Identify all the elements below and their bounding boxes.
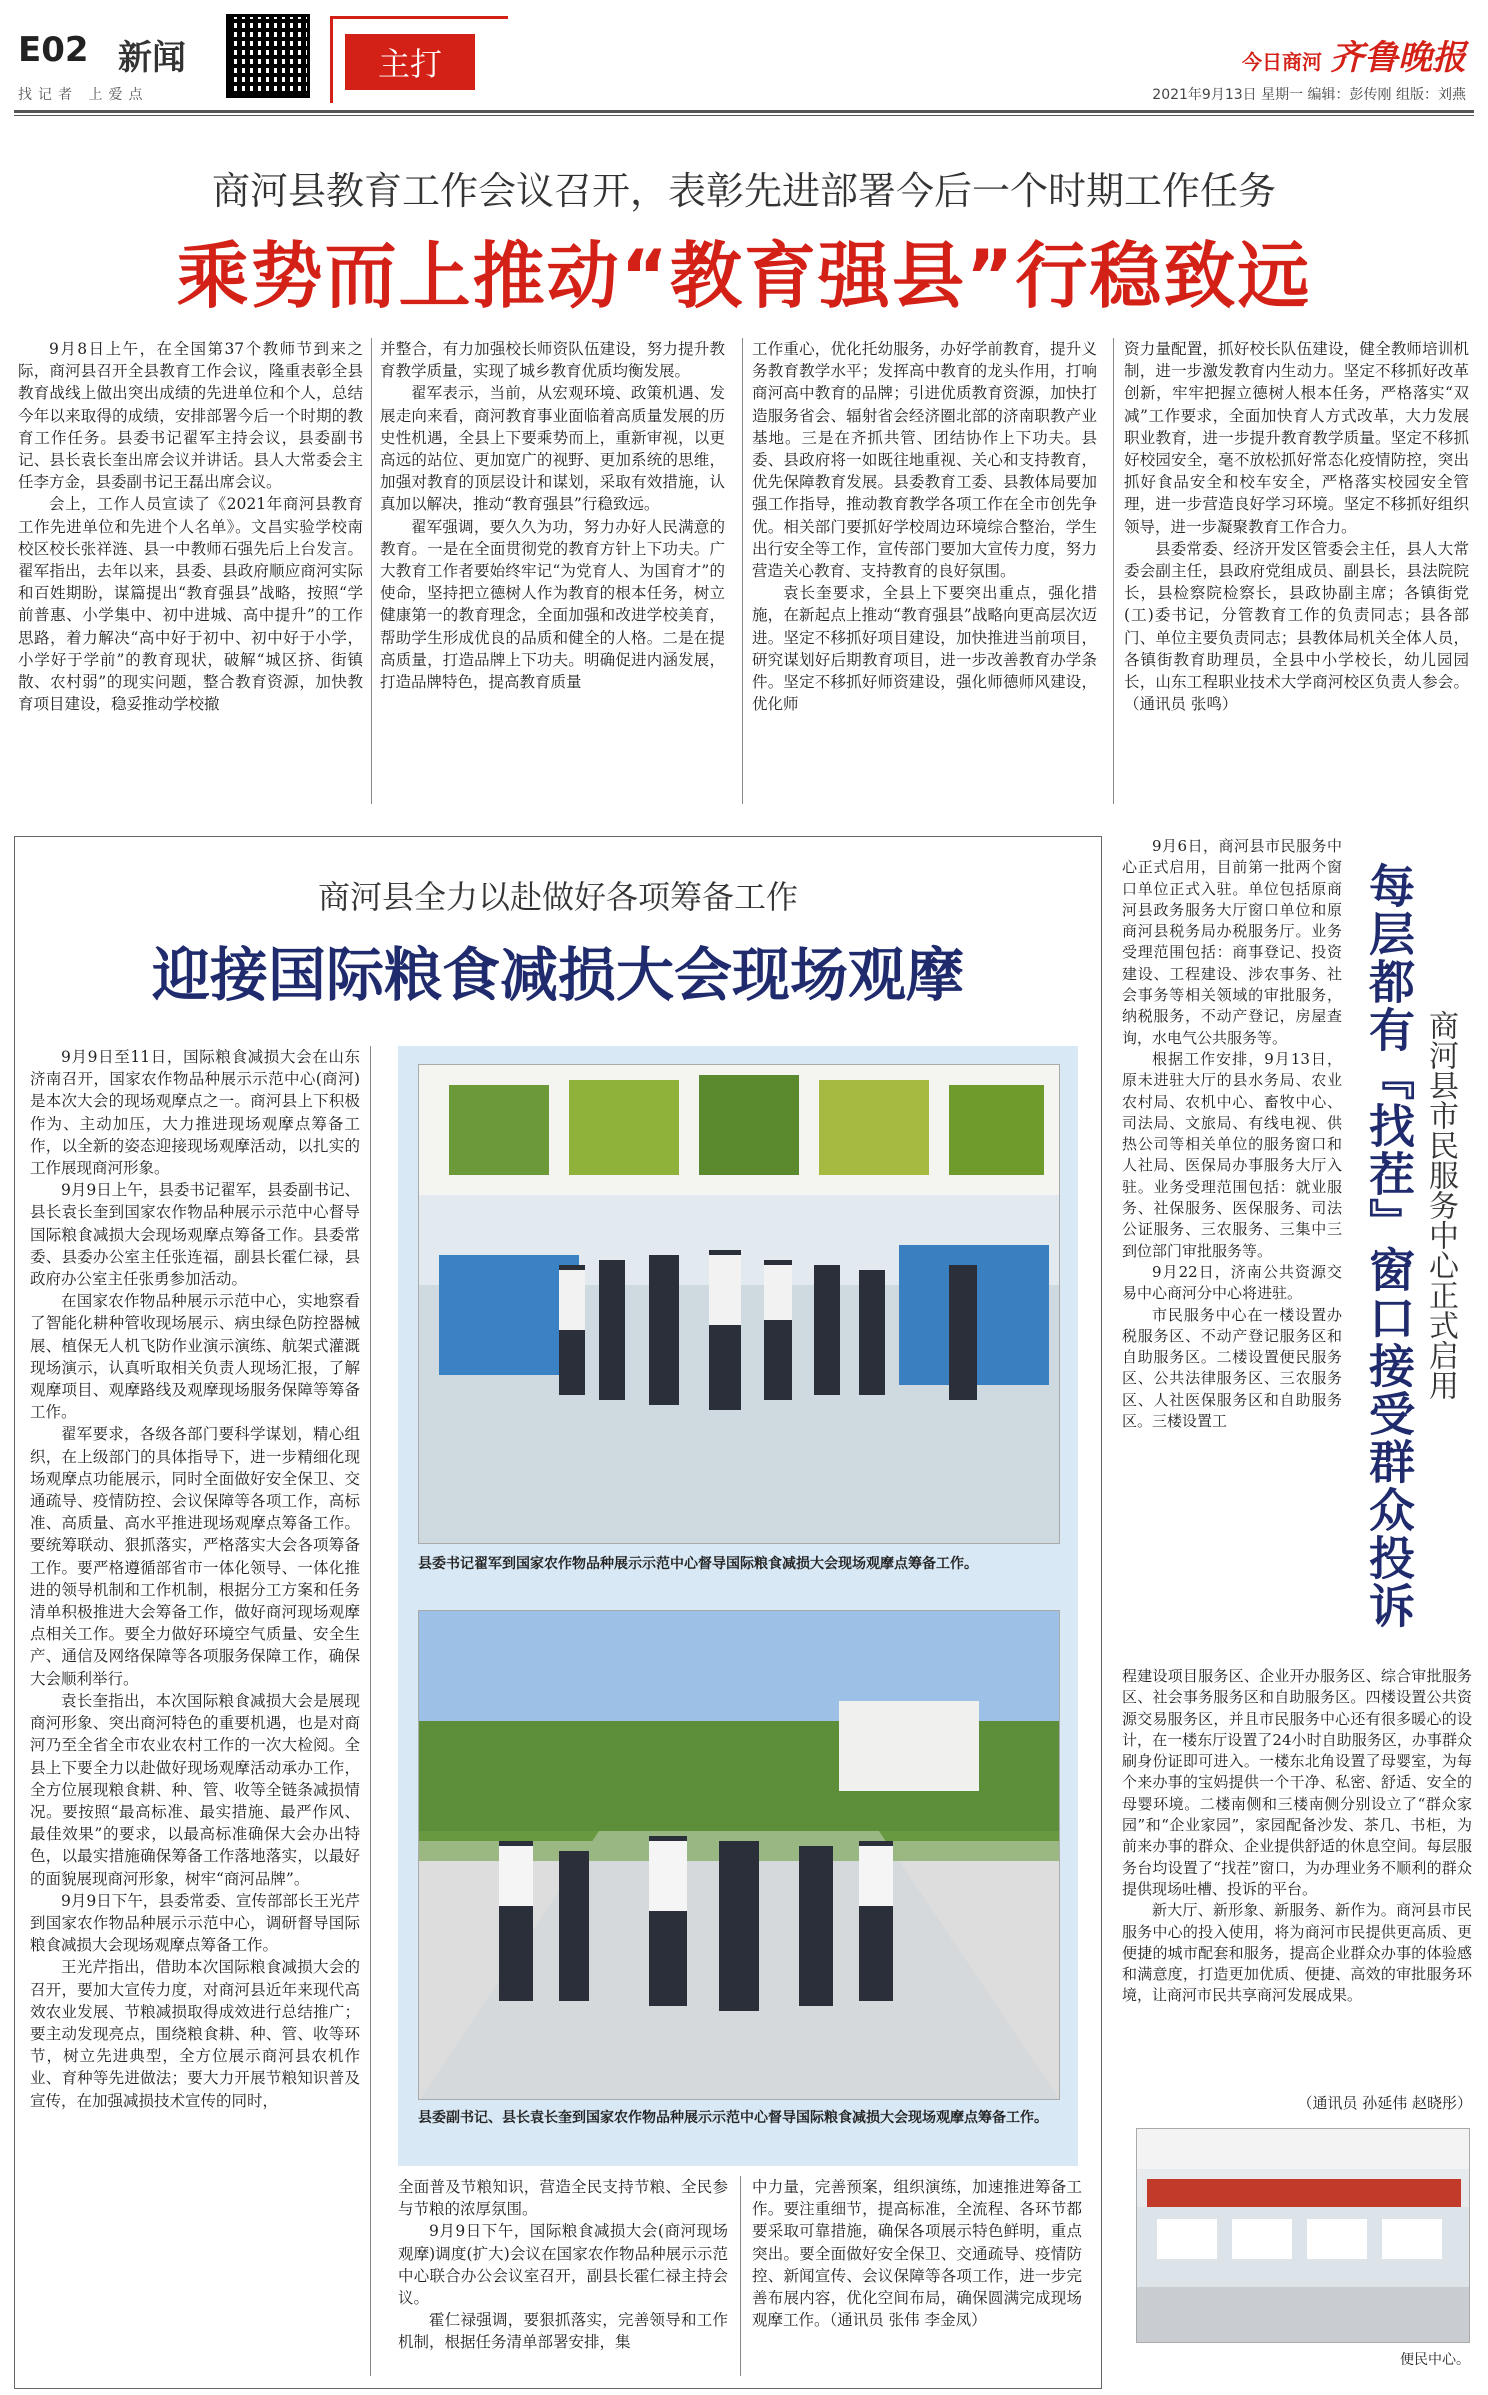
paragraph: 在国家农作物品种展示示范中心，实地察看了智能化耕种管收现场展示、病虫绿色防控器械展、植保无人机飞防作业演示演练、航架式灌溉现场演示，认真听取相关负责人现场汇报，了解观摩项目、观摩路线及观摩现场服务保障等筹备工作。 [30,1292,360,1422]
section-tag: 主打 [345,34,475,90]
story2-column-3 [752,2176,1082,2331]
story1-column-3 [752,338,1097,715]
paragraph: 9月9日上午，县委书记翟军，县委副书记、县长袁长奎到国家农作物品种展示示范中心督导国际粮食减损大会现场观摩点筹备工作。县委常委、县委办公室主任张连福，副县长霍仁禄，县政府办公室主任张勇参加活动。 [30,1181,360,1289]
paragraph: 9月9日至11日，国际粮食减损大会在山东济南召开，国家农作物品种展示示范中心(商河)是本次大会的现场观摩点之一。商河县上下积极作为、主动加压，大力推进现场观摩点筹备工作，以全新的姿态迎接现场观摩活动，以扎实的工作展现商河形象。 [30,1048,360,1178]
photo-illustration [1137,2129,1470,2343]
paragraph: 程建设项目服务区、企业开办服务区、综合审批服务区、社会事务服务区和自助服务区。四楼设置公共资源交易服务区，并且市民服务中心还有很多暖心的设计，在一楼东厅设置了24小时自助服务区，办事群众刷身份证即可进入。一楼东北角设置了母婴室，为每个来办事的宝妈提供一个干净、私密、舒适、安全的母婴环境。二楼南侧和三楼南侧分别设立了“群众家园”和“企业家园”，家园配备沙发、茶几、书柜，为前来办事的群众、企业提供舒适的休息空间。每层服务台均设置了“找茬”窗口，为办理业务不顺利的群众提供现场吐槽、投诉的平台。 [1122,1667,1472,1898]
story2-headline: 迎接国际粮食减损大会现场观摩 [151,941,964,1009]
photo-caption-3: 便民中心。 [1400,2352,1470,2368]
section-name: 新闻 [118,38,186,78]
page-number: E02 [18,30,89,70]
photo-exhibition-hall [418,1064,1060,1544]
story1-kicker: 商河县教育工作会议召开，表彰先进部署今后一个时期工作任务 [211,169,1276,213]
paragraph: 并整合，有力加强校长师资队伍建设，努力提升教育教学质量，实现了城乡教育优质均衡发展。 [380,340,725,381]
brand-logo: 齐鲁晚报 [1330,38,1466,78]
column-rule [742,338,743,804]
qr-code-icon [226,14,310,98]
column-rule [371,338,372,804]
story3-subhead: 商河县市民服务中心正式启用 [1423,1010,1458,1400]
paragraph: 翟军强调，要久久为功，努力办好人民满意的教育。一是在全面贯彻党的教育方针上下功夫。广大教育工作者要始终牢记“为党育人、为国育才”的使命，坚持把立德树人作为教育的根本任务，树立健康第一的教育理念，全面加强和改进学校美育，帮助学生形成优良的品质和健全的人格。二是在提高质量，打造品牌上下功夫。明确促进内涵发展，打造品牌特色，提高教育质量 [380,517,725,692]
paragraph: 9月9日下午，国际粮食减损大会(商河现场观摩)调度(扩大)会议在国家农作物品种展示示范中心联合办公会议室召开，副县长霍仁禄主持会议。 [398,2222,728,2308]
story2-column-1 [30,1046,360,2112]
paragraph: 袁长奎要求，全县上下要突出重点，强化措施，在新起点上推动“教育强县”战略向更高层次迈进。坚定不移抓好项目建设，加快推进当前项目，研究谋划好后期教育项目，进一步改善教育办学条件。坚定不移抓好师资建设，强化师德师风建设，优化师 [752,584,1097,714]
photo-caption-1: 县委书记翟军到国家农作物品种展示示范中心督导国际粮食减损大会现场观摩点筹备工作。 [418,1556,978,1572]
paragraph: 袁长奎指出，本次国际粮食减损大会是展现商河形象、突出商河特色的重要机遇，也是对商河乃至全省全市农业农村工作的一次大检阅。全县上下要全力以赴做好现场观摩活动承办工作，全方位展现粮食耕、种、管、收等全链条减损情况。要按照“最高标准、最实措施、最严作风、最佳效果”的要求，以最高标准确保大会办出特色，以最实措施确保筹备工作落地落实，以最好的面貌展现商河形象，树牢“商河品牌”。 [30,1691,360,1888]
story1-column-1 [18,338,363,715]
section-subline: 找记者 上爱点 [18,87,149,103]
paragraph: 9月9日下午，县委常委、宣传部部长王光芹到国家农作物品种展示示范中心，调研督导国际粮食减损大会现场观摩点筹备工作。 [30,1891,360,1955]
story1-column-4 [1124,338,1469,715]
photo-caption-2: 县委副书记、县长袁长奎到国家农作物品种展示示范中心督导国际粮食减损大会现场观摩点筹备工作。 [418,2110,1048,2126]
photo-outdoor-walk [418,1610,1060,2100]
paragraph: 工作重心，优化托幼服务，办好学前教育，提升义务教育教学水平；发挥高中教育的龙头作用，打响商河高中教育的品牌；引进优质教育资源，加快打造服务省会、辐射省会经济圈北部的济南职教产业基地。三是在齐抓共管、团结协作上下功夫。县委、县政府将一如既往地重视、关心和支持教育，优先保障教育发展。县委教育工委、县教体局要加强工作指导，推动教育教学各项工作在全市创先争优。相关部门要抓好学校周边环境综合整治，学生出行安全等工作，宣传部门要加大宣传力度，努力营造关心教育、支持教育的良好氛围。 [752,340,1097,581]
story1-column-2 [380,338,725,693]
brand-small: 今日商河 [1242,50,1322,74]
paragraph: 会上，工作人员宣读了《2021年商河县教育工作先进单位和先进个人名单》。文昌实验学校南校区校长张祥涟、县一中教师石强先后上台发言。翟军指出，去年以来，县委、县政府顺应商河实际和百姓期盼，谋篇提出“教育强县”战略，按照“学前普惠、小学集中、初中进城、高中提升”的工作思路，着力解决“高中好于初中、初中好于小学，小学好于学前”的教育现状，破解“城区挤、街镇散、农村弱”的现实问题，整合教育资源，加快教育项目建设，稳妥推动学校撤 [18,495,363,714]
story3-byline: （通讯员 孙延伟 赵晓彤） [1297,2094,1472,2112]
photo-illustration [419,1065,1060,1544]
newspaper-brand [1242,30,1466,79]
paragraph: 王光芹指出，借助本次国际粮食减损大会的召开，要加大宣传力度，对商河县近年来现代高效农业发展、节粮减损取得成效进行总结推广；要主动发现亮点，围绕粮食耕、种、管、收等环节，树立先进典型，全方位展示商河县农机作业、育种等先进做法；要大力开展节粮知识普及宣传，在加强减损技术宣传的同时， [30,1958,360,2110]
dateline: 2021年9月13日 星期一 编辑：彭传刚 组版：刘燕 [1152,87,1466,103]
paragraph: 9月22日，济南公共资源交易中心商河分中心将进驻。 [1122,1262,1342,1303]
masthead-rule [14,110,1474,113]
photo-illustration [419,1611,1060,2100]
photo-service-hall [1136,2128,1470,2343]
story3-headline: 每层都有『找茬』窗口接受群众投诉 [1362,862,1416,1630]
column-rule [370,1046,371,2376]
paragraph: 新大厅、新形象、新服务、新作为。商河县市民服务中心的投入使用，将为商河市民提供更高质、更便捷的城市配套和服务，提高企业群众办事的体验感和满意度，打造更加优质、便捷、高效的审批服务环境，让商河市民共享商河发展成果。 [1122,1901,1472,2005]
paragraph: 翟军要求，各级各部门要科学谋划，精心组织，在上级部门的具体指导下，进一步精细化现场观摩点功能展示，同时全面做好安全保卫、交通疏导、疫情防控、会议保障等各项工作，高标准、高质量、高水平推进现场观摩点筹备工作。要统筹联动、狠抓落实，严格落实大会各项筹备工作。要严格遵循部省市一体化领导、一体化推进的领导机制和工作机制，根据分工方案和任务清单积极推进大会筹备工作，做好商河现场观摩点相关工作。要全力做好环境空气质量、安全生产、通信及网络保障等各项服务保障工作，确保大会顺利举行。 [30,1425,360,1688]
paragraph: 霍仁禄强调，要狠抓落实，完善领导和工作机制，根据任务清单部署安排，集 [398,2311,728,2352]
story1-headline: 乘势而上推动“教育强县”行稳致远 [176,234,1312,318]
paragraph: 翟军表示，当前，从宏观环境、政策机遇、发展走向来看，商河教育事业面临着高质量发展的历史性机遇，全县上下要乘势而上，重新审视，以更高远的站位、更加宽广的视野、更加系统的思维，加强对教育的顶层设计和谋划，采取有效措施，认真加以解决，推动“教育强县”行稳致远。 [380,384,725,514]
paragraph: 资力量配置，抓好校长队伍建设，健全教师培训机制，进一步激发教育内生动力。坚定不移抓好改革创新，牢牢把握立德树人根本任务，严格落实“双减”工作要求，全面加快育人方式改革，大力发展职业教育，进一步提升教育教学质量。坚定不移抓好校园安全，毫不放松抓好常态化疫情防控，突出抓好食品安全和校车安全，严格落实校园安全管理，进一步营造良好学习环境。坚定不移抓好组织领导，进一步凝聚教育工作合力。 [1124,340,1469,536]
paragraph: 根据工作安排，9月13日，原未进驻大厅的县水务局、农业农村局、农机中心、畜牧中心、司法局、文旅局、有线电视、供热公司等相关单位的服务窗口和人社局、医保局办事服务大厅入驻。业务受理范围包括：就业服务、社保服务、医保服务、司法公证服务、三农服务、三集中三到位部门审批服务等。 [1122,1049,1342,1260]
paragraph: 9月8日上午，在全国第37个教师节到来之际，商河县召开全县教育工作会议，隆重表彰全县教育战线上做出突出成绩的先进单位和个人，总结今年以来取得的成绩，安排部署今后一个时期的教育工作任务。县委书记翟军主持会议，县委副书记、县长袁长奎出席会议并讲话。县人大常委会主任李方金，县委副书记王磊出席会议。 [18,340,363,492]
column-rule [740,2176,741,2376]
story3-column-wide [1122,1666,1472,2007]
story3-column-top [1122,836,1342,1432]
paragraph: 9月6日，商河县市民服务中心正式启用，目前第一批两个窗口单位正式入驻。单位包括原商河县政务服务大厅窗口单位和原商河县税务局办税服务厅。业务受理范围包括：商事登记、投资建设、工程建设、涉农事务、社会事务等相关领域的审批服务，纳税服务，不动产登记，房屋查询，水电气公共服务等。 [1122,837,1342,1047]
story2-kicker: 商河县全力以赴做好各项筹备工作 [317,878,798,916]
paragraph: 全面普及节粮知识，营造全民支持节粮、全民参与节粮的浓厚氛围。 [398,2178,728,2219]
column-rule [1113,338,1114,804]
paragraph: 县委常委、经济开发区管委会主任，县人大常委会副主任，县政府党组成员、副县长，县法院院长，县检察院检察长，县政协副主席；各镇街党(工)委书记，分管教育工作的负责同志；县各部门、单位主要负责同志；县教体局机关全体人员，各镇街教育助理员，全县中小学校长，幼儿园园长，山东工程职业技术大学商河校区负责人参会。（通讯员 张鸣） [1124,539,1469,714]
masthead-rule-thin [14,115,1474,116]
paragraph: 中力量，完善预案，组织演练，加速推进筹备工作。要注重细节，提高标准，全流程、各环节都要采取可靠措施，确保各项展示特色鲜明，重点突出。要全面做好安全保卫、交通疏导、疫情防控、新闻宣传、会议保障等各项工作，进一步完善布展内容，优化空间布局，确保圆满完成现场观摩工作。（通讯员 张伟 李金凤） [752,2178,1082,2330]
story2-column-2 [398,2176,728,2354]
paragraph: 市民服务中心在一楼设置办税服务区、不动产登记服务区和自助服务区。二楼设置便民服务区、公共法律服务区、三农服务区、人社医保服务区和自助服务区。三楼设置工 [1122,1305,1342,1431]
